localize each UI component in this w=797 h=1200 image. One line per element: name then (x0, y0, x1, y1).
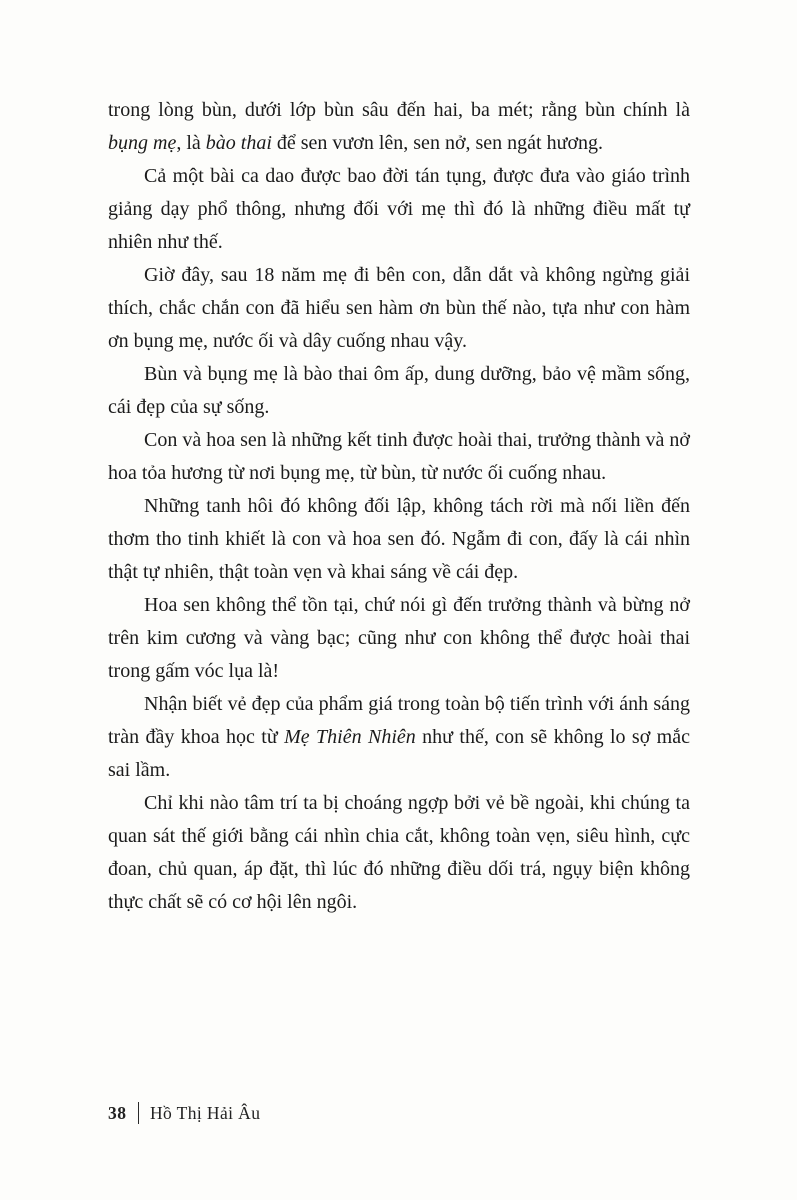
text-segment: trong lòng bùn, dưới lớp bùn sâu đến hai, ba mét; rằng bùn chính là (108, 99, 690, 121)
page-number: 38 (108, 1102, 127, 1123)
italic-text-segment: bụng mẹ (108, 132, 177, 154)
paragraph (108, 589, 690, 688)
text-segment: Hoa sen không thể tồn tại, chứ nói gì đến trưởng thành và bừng nở trên kim cương và vàng bạc; cũng như con không thể được hoài thai trong gấm vóc lụa là! (108, 594, 690, 682)
text-segment: Nhận biết vẻ đẹp của phẩm giá trong toàn bộ tiến trình với ánh sáng tràn đầy khoa học từ (108, 693, 690, 748)
text-segment: , là (176, 132, 206, 154)
italic-text-segment: bào thai (205, 132, 272, 154)
text-block (108, 94, 690, 919)
paragraph (108, 424, 690, 490)
page-footer (108, 1102, 260, 1124)
text-segment: Những tanh hôi đó không đối lập, không tách rời mà nối liền đến thơm tho tinh khiết là con và hoa sen đó. Ngẫm đi con, đấy là cái nhìn thật tự nhiên, thật toàn vẹn và khai sáng về cái đẹp. (108, 495, 690, 583)
text-segment: Bùn và bụng mẹ là bào thai ôm ấp, dung dưỡng, bảo vệ mầm sống, cái đẹp của sự sống. (108, 363, 690, 418)
paragraph (108, 94, 690, 160)
text-segment: Cả một bài ca dao được bao đời tán tụng, được đưa vào giáo trình giảng dạy phổ thông, nhưng đối với mẹ thì đó là những điều mất tự nhiên như thế. (108, 165, 690, 253)
text-segment: Giờ đây, sau 18 năm mẹ đi bên con, dẫn dắt và không ngừng giải thích, chắc chắn con đã hiểu sen hàm ơn bùn thế nào, tựa như con hàm ơn bụng mẹ, nước ối và dây cuống nhau vậy. (108, 264, 690, 352)
text-segment: như thế, con sẽ không lo sợ mắc sai lầm. (108, 726, 690, 781)
paragraph (108, 358, 690, 424)
text-segment: Con và hoa sen là những kết tinh được hoài thai, trưởng thành và nở hoa tỏa hương từ nơi bụng mẹ, từ bùn, từ nước ối cuống nhau. (108, 429, 690, 484)
text-segment: để sen vươn lên, sen nở, sen ngát hương. (271, 132, 604, 154)
paragraph (108, 787, 690, 919)
footer-divider (138, 1102, 140, 1124)
paragraph (108, 160, 690, 259)
author-name: Hồ Thị Hải Âu (150, 1102, 261, 1123)
paragraph (108, 688, 690, 787)
italic-text-segment: Mẹ Thiên Nhiên (284, 726, 416, 748)
paragraph (108, 259, 690, 358)
text-segment: Chỉ khi nào tâm trí ta bị choáng ngợp bởi vẻ bề ngoài, khi chúng ta quan sát thế giới bằng cái nhìn chia cắt, không toàn vẹn, siêu hình, cực đoan, chủ quan, áp đặt, thì lúc đó những điều dối trá, ngụy biện không thực chất sẽ có cơ hội lên ngôi. (108, 792, 690, 913)
paragraph (108, 490, 690, 589)
